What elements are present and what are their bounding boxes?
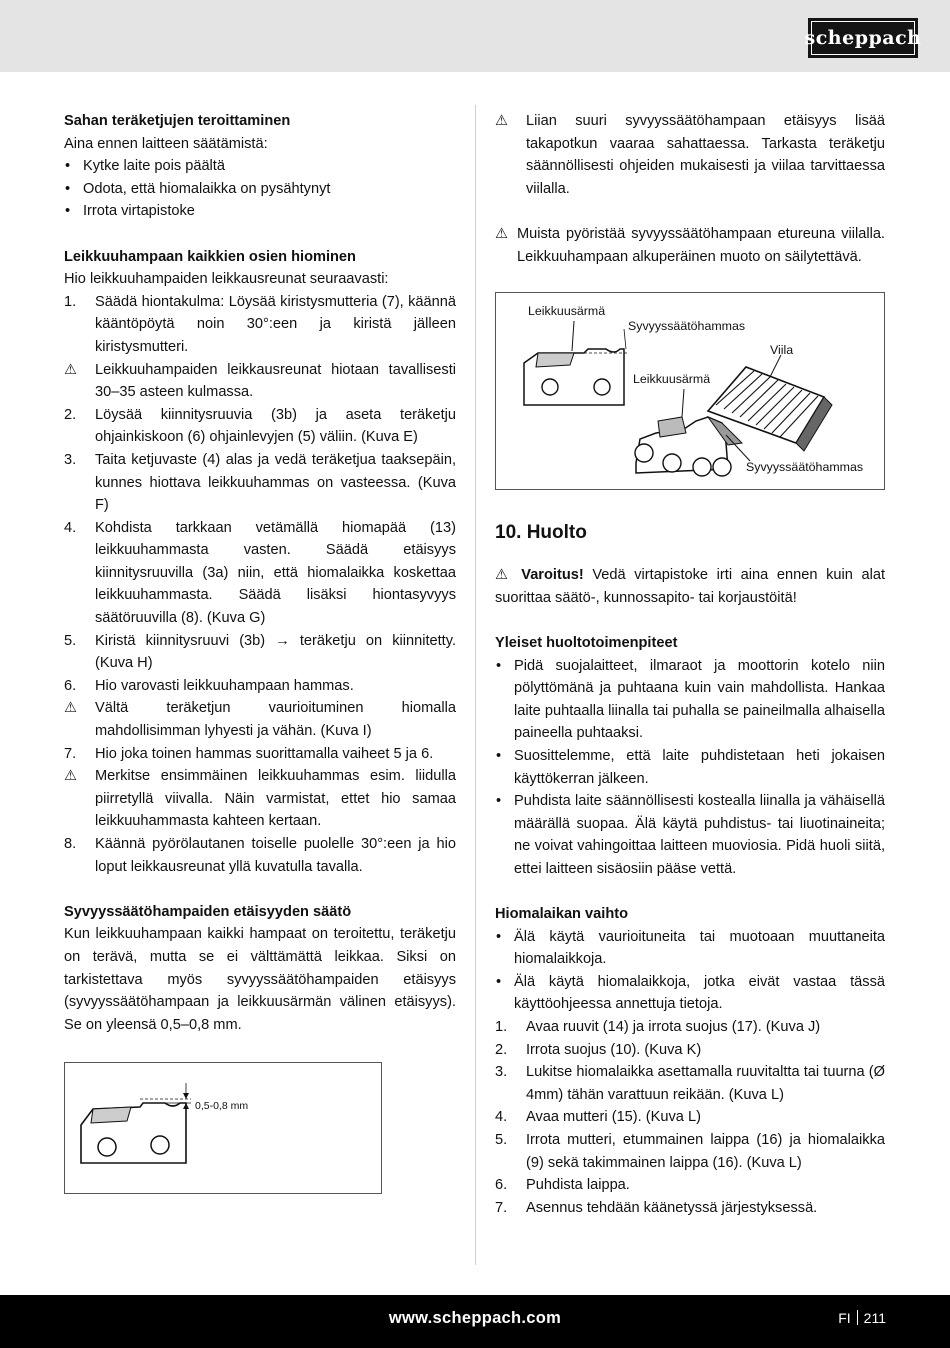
list-item: • Pidä suojalaitteet, ilmaraot ja moottorin kotelo niin pölyttömänä ja puhtaana kuin vain mahdollista. Hankaa laite puhtaalla liinalla tai puhalla se paineilmalla alhaisella paineella puhtaaksi.	[496, 657, 885, 742]
grind-title: Leikkuuhampaan kaikkien osien hiominen	[64, 248, 356, 265]
depth-text: Kun leikkuuhampaan kaikki hampaat on teroitettu, teräketju on terävä, mutta se ei välttämättä leikkaa. Siksi on tarkistettava myös syvyyssäätöhampaiden etäisyys (syvyyssäätöhampaan ja leikkuusärmän välinen etäisyys). Se on yleensä 0,5–0,8 mm.	[64, 926, 456, 1033]
warning-item: ⚠ Vältä teräketjun vaurioituminen hiomalla mahdollisimman lyhyesti ja vähän. (Kuva I)	[64, 697, 456, 742]
step-item: 6. Hio varovasti leikkuuhampaan hammas.	[64, 677, 354, 694]
depth-title: Syvyyssäätöhampaiden etäisyyden säätö	[64, 903, 352, 920]
step-item: 2. Löysää kiinnitysruuvia (3b) ja aseta teräketju ohjainkiskoon (6) ohjainlevyjen (5) väliin. (Kuva E)	[64, 406, 456, 446]
scheppach-logo: scheppach	[808, 18, 918, 58]
list-item: • Puhdista laite säännöllisesti kostealla liinalla ja vähäisellä määrällä suopaa. Älä käytä puhdistus- tai liuotinaineita; ne voivat vahingoittaa laitteen muoviosia. Pidä huoli siitä, ettei laitteen sisäosiin pääse vettä.	[496, 793, 885, 877]
file-depth-figure	[495, 292, 885, 490]
page-number-value: 211	[863, 1310, 886, 1326]
warning-icon: ⚠	[64, 361, 78, 378]
step-item: 8. Käännä pyörölautanen toiselle puolelle 30°:een ja hio loput leikkausreunat yllä kuvatulla tavalla.	[64, 836, 456, 875]
step-item: 7. Hio joka toinen hammas suorittamalla vaiheet 5 ja 6.	[64, 745, 434, 762]
gap-label: 0,5-0,8 mm	[195, 1100, 249, 1113]
label-depth-gauge-1: Syvyyssäätöhammas	[628, 319, 746, 334]
warning-item: ⚠ Muista pyöristää syvyyssäätöhampaan etureuna viilalla. Leikkuuhampaan alkuperäinen muoto on säilytettävä.	[495, 223, 885, 268]
footer-bar	[0, 1295, 950, 1348]
maintenance-warning: ⚠ Varoitus! Vedä virtapistoke irti aina ennen kuin alat suorittaa säätö-, kunnossapito- tai korjaustöitä!	[495, 567, 885, 606]
warning-icon: ⚠	[495, 567, 522, 584]
list-item: • Irrota virtapistoke	[65, 203, 195, 220]
step-item: 7. Asennus tehdään käänetyssä järjestyksessä.	[495, 1199, 818, 1216]
step-item: 6. Puhdista laippa.	[495, 1177, 630, 1194]
general-title: Yleiset huoltotoimenpiteet	[495, 634, 678, 651]
label-depth-gauge-2: Syvyyssäätöhammas	[746, 460, 864, 475]
label-cutting-edge-1: Leikkuusärmä	[528, 304, 606, 319]
chain-tooth-drawing	[65, 1063, 381, 1193]
section-title: 10. Huolto	[495, 522, 587, 544]
warning-item: ⚠ Merkitse ensimmäinen leikkuuhammas esim. liidulla piirretyllä viivalla. Näin varmistat, ettet hio samaa leikkuuhammasta kahteen kertaan.	[64, 765, 456, 833]
disc-title: Hiomalaikan vaihto	[495, 906, 629, 923]
warning-icon: ⚠	[495, 113, 509, 129]
list-item: • Suosittelemme, että laite puhdistetaan heti jokaisen käyttökerran jälkeen.	[496, 747, 885, 787]
warning-item: ⚠ Liian suuri syvyyssäätöhampaan etäisyys lisää takapotkun vaaraa sahattaessa. Tarkasta teräketju säännöllisesti ohjeiden mukaisesti ja viilaa tarvittaessa viilalla.	[495, 110, 885, 200]
sharpen-title: Sahan teräketjujen teroittaminen	[64, 113, 291, 129]
list-item: • Kytke laite pois päältä	[65, 158, 225, 175]
list-item: • Älä käytä hiomalaikkoja, jotka eivät vastaa tässä käyttöohjeessa annettuja tietoja.	[496, 973, 885, 1013]
step-item: 2. Irrota suojus (10). (Kuva K)	[495, 1041, 702, 1058]
step-item: 4. Kohdista tarkkaan vetämällä hiomapää (13) leikkuuhammasta vasten. Säädä etäisyys kiinnitysruuvilla (3a) niin, että hiomalaikka koskettaa leikkuuhammasta. Säädä lisäksi hiontasyvyys säätöruuvilla (8). (Kuva G)	[64, 519, 456, 627]
label-cutting-edge-2: Leikkuusärmä	[633, 372, 711, 387]
step-item: 4. Avaa mutteri (15). (Kuva L)	[495, 1109, 701, 1126]
step-item: 1. Säädä hiontakulma: Löysää kiristysmutteria (7), käännä kääntöpöytä noin 30°:een ja kiristä jälleen kiristysmutteri.	[64, 293, 456, 355]
warning-item: ⚠ Leikkuuhampaiden leikkausreunat hiotaan tavallisesti 30–35 asteen kulmassa.	[64, 359, 456, 404]
warning-icon: ⚠	[64, 700, 78, 717]
left-column	[64, 110, 456, 1194]
step-item: 5. Kiristä kiinnitysruuvi (3b) → teräketju on kiinnitetty. (Kuva H)	[64, 632, 456, 672]
grind-intro: Hio leikkuuhampaiden leikkausreunat seuraavasti:	[64, 271, 389, 288]
language-code: FI	[838, 1310, 851, 1326]
column-divider	[475, 105, 476, 1265]
step-item: 5. Irrota mutteri, etummainen laippa (16) ja hiomalaikka (9) sekä takimmainen laippa (16). (Kuva L)	[495, 1132, 885, 1171]
step-item: 1. Avaa ruuvit (14) ja irrota suojus (17). (Kuva J)	[495, 1019, 821, 1036]
page-number	[838, 1310, 886, 1326]
warning-icon: ⚠	[495, 225, 509, 242]
list-item: • Älä käytä vaurioituneita tai muotoaan muuttaneita hiomalaikkoja.	[496, 928, 885, 968]
depth-gauge-figure	[64, 1062, 382, 1194]
list-item: • Odota, että hiomalaikka on pysähtynyt	[65, 180, 331, 197]
step-item: 3. Taita ketjuvaste (4) alas ja vedä teräketjua taaksepäin, kunnes hiottava leikkuuhammas on vasteessa. (Kuva F)	[64, 451, 456, 514]
header-bar	[0, 0, 950, 72]
label-file: Viila	[770, 343, 794, 358]
website-link[interactable]: www.scheppach.com	[388, 1309, 562, 1327]
right-column	[495, 110, 885, 1219]
step-item: 3. Lukitse hiomalaikka asettamalla ruuvitaltta tai tuurna (Ø 4mm) tähän varattuun reikään. (Kuva L)	[495, 1064, 885, 1103]
sharpen-intro: Aina ennen laitteen säätämistä:	[64, 135, 268, 152]
warning-icon: ⚠	[64, 768, 78, 785]
